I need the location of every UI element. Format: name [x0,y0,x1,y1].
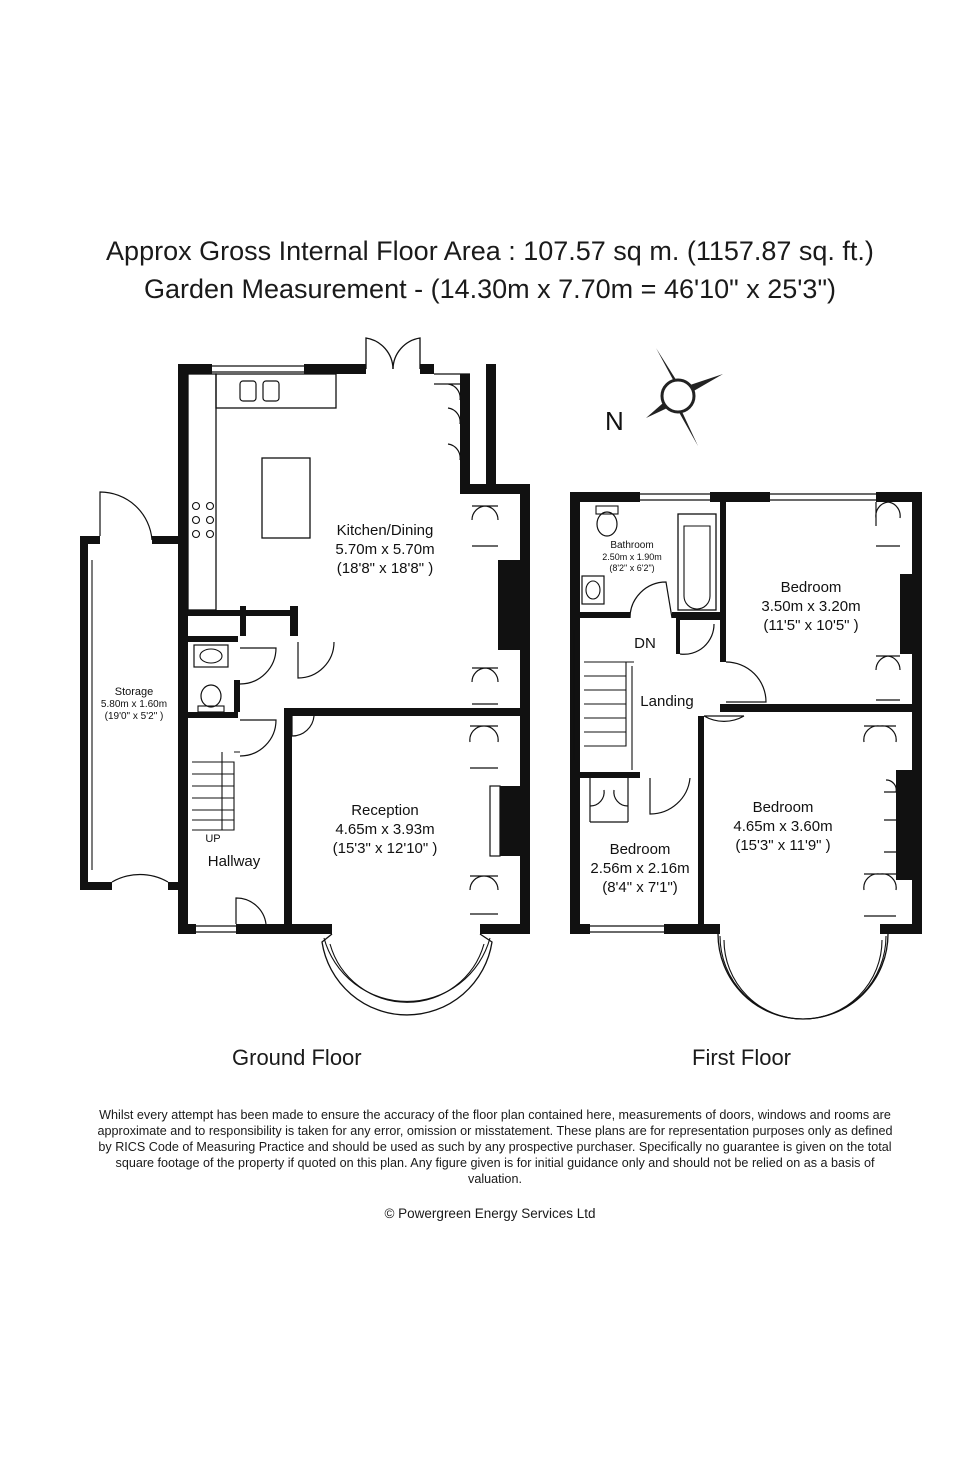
room-name: Bedroom [780,579,842,596]
room-imperial: (15'3" x 11'9" ) [735,837,831,854]
label-bedroom-front [700,798,866,855]
label-kitchen-dining [300,521,470,578]
copyright-text: © Powergreen Energy Services Ltd [384,1206,596,1221]
compass-north-label: N [605,406,624,436]
label-stairs-up: UP [205,833,221,845]
room-name: Storage [114,686,154,698]
room-metric: 2.50m x 1.90m [602,552,662,562]
label-bedroom-small [582,840,698,897]
compass-rose-icon [646,348,723,446]
room-imperial: (8'2" x 6'2") [609,563,655,573]
label-hallway [196,852,272,871]
room-metric: 4.65m x 3.93m [335,821,435,838]
label-reception [300,801,470,858]
room-name: Landing [640,693,694,710]
room-metric: 3.50m x 3.20m [761,598,861,615]
label-bathroom [590,540,674,574]
room-metric: 2.56m x 2.16m [590,860,690,877]
room-metric: 4.65m x 3.60m [733,818,833,835]
room-imperial: (19'0" x 5'2" ) [104,711,164,722]
disclaimer-text: Whilst every attempt has been made to ensure the accuracy of the floor plan contained here, measurements of doors, windows and rooms are approximate and to responsibility is taken for any error, omission or misstatement. These plans are for representation purposes only as defined by RICS Code of Measuring Practice and should be used as such by any prospective purchaser. Specifically no guarantee is given on the total square footage of the property if quoted on this plan. Any figure given is for initial guidance only and should not be relied on as a basis of valuation. [97,1108,893,1186]
room-name: Bathroom [610,540,654,551]
room-metric: 5.70m x 5.70m [335,541,435,558]
ground-floor-plan [80,338,530,1015]
label-landing [632,692,702,711]
room-name: Kitchen/Dining [336,522,434,539]
label-stairs-down: DN [634,635,656,652]
ground-floor-title: Ground Floor [232,1045,362,1070]
room-name: Reception [351,802,419,819]
garden-measurement-heading: Garden Measurement - (14.30m x 7.70m = 46'10" x 25'3") [143,274,837,304]
room-imperial: (18'8" x 18'8" ) [336,560,434,577]
label-bedroom-rear [726,578,896,635]
floor-area-heading: Approx Gross Internal Floor Area : 107.57 sq m. (1157.87 sq. ft.) [106,236,874,266]
room-metric: 5.80m x 1.60m [100,699,168,710]
room-name: Bedroom [752,799,814,816]
room-name: Bedroom [609,841,671,858]
label-storage [92,685,176,723]
room-imperial: (11'5" x 10'5" ) [763,617,859,634]
room-imperial: (8'4" x 7'1") [602,879,678,896]
room-name: Hallway [207,853,261,870]
room-imperial: (15'3" x 12'10" ) [332,840,438,857]
first-floor-title: First Floor [692,1045,791,1070]
